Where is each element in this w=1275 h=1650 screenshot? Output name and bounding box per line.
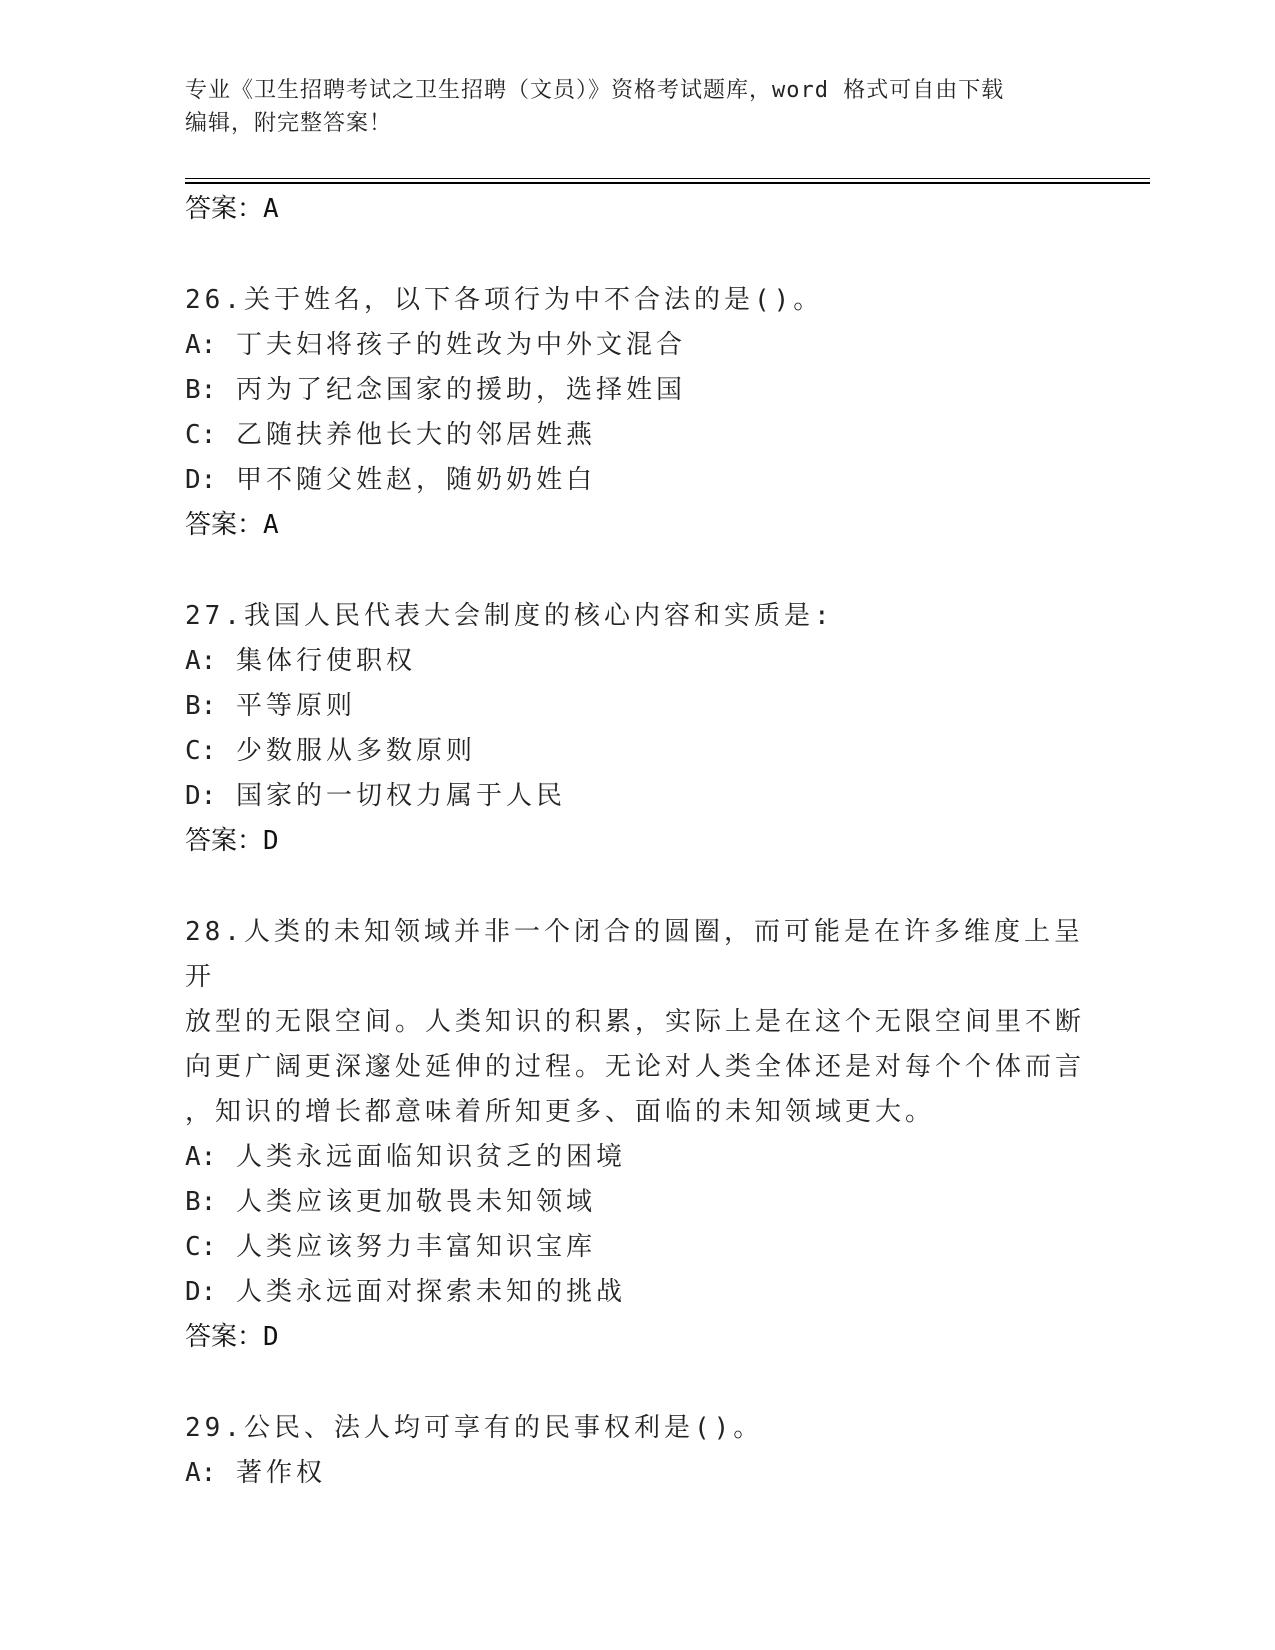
question-text-line-1: 28.人类的未知领域并非一个闭合的圆圈，而可能是在许多维度上呈开 — [185, 917, 1084, 992]
question-block — [185, 1406, 1105, 1496]
option-c: C: 人类应该努力丰富知识宝库 — [185, 1232, 596, 1262]
option-d: D: 国家的一切权力属于人民 — [185, 781, 566, 811]
answer-line: 答案：D — [185, 826, 279, 856]
question-text: 29.公民、法人均可享有的民事权利是()。 — [185, 1413, 764, 1443]
question-text: 26.关于姓名，以下各项行为中不合法的是()。 — [185, 285, 824, 315]
question-block — [185, 594, 1105, 864]
option-c: C: 少数服从多数原则 — [185, 736, 476, 766]
option-b: B: 人类应该更加敬畏未知领域 — [185, 1187, 596, 1217]
option-d: D: 甲不随父姓赵，随奶奶姓白 — [185, 465, 596, 495]
option-d: D: 人类永远面对探索未知的挑战 — [185, 1277, 626, 1307]
document-header — [185, 74, 1065, 140]
header-divider-thick — [185, 182, 1150, 184]
question-block — [185, 910, 1105, 1360]
option-b: B: 丙为了纪念国家的援助，选择姓国 — [185, 375, 686, 405]
question-text-line-2: 放型的无限空间。人类知识的积累，实际上是在这个无限空间里不断 — [185, 1007, 1086, 1037]
option-b: B: 平等原则 — [185, 691, 356, 721]
answer-line: 答案：A — [185, 510, 279, 540]
question-block — [185, 278, 1105, 548]
header-line-1: 专业《卫生招聘考试之卫生招聘（文员）》资格考试题库，word 格式可自由下载 — [185, 78, 1005, 103]
question-text-line-3: 向更广阔更深邃处延伸的过程。无论对人类全体还是对每个个体而言 — [185, 1052, 1086, 1082]
option-a: A: 集体行使职权 — [185, 646, 416, 676]
question-text: 27.我国人民代表大会制度的核心内容和实质是: — [185, 601, 834, 631]
answer-line: 答案：D — [185, 1322, 279, 1352]
header-divider-thin — [185, 178, 1150, 179]
option-a: A: 著作权 — [185, 1458, 326, 1488]
question-text-line-4: ，知识的增长都意味着所知更多、面临的未知领域更大。 — [185, 1097, 936, 1127]
option-a: A: 丁夫妇将孩子的姓改为中外文混合 — [185, 330, 686, 360]
answer-line: 答案：A — [185, 194, 279, 224]
header-line-2: 编辑，附完整答案！ — [185, 111, 393, 136]
option-c: C: 乙随扶养他长大的邻居姓燕 — [185, 420, 596, 450]
option-a: A: 人类永远面临知识贫乏的困境 — [185, 1142, 626, 1172]
question-list — [185, 187, 1105, 1496]
